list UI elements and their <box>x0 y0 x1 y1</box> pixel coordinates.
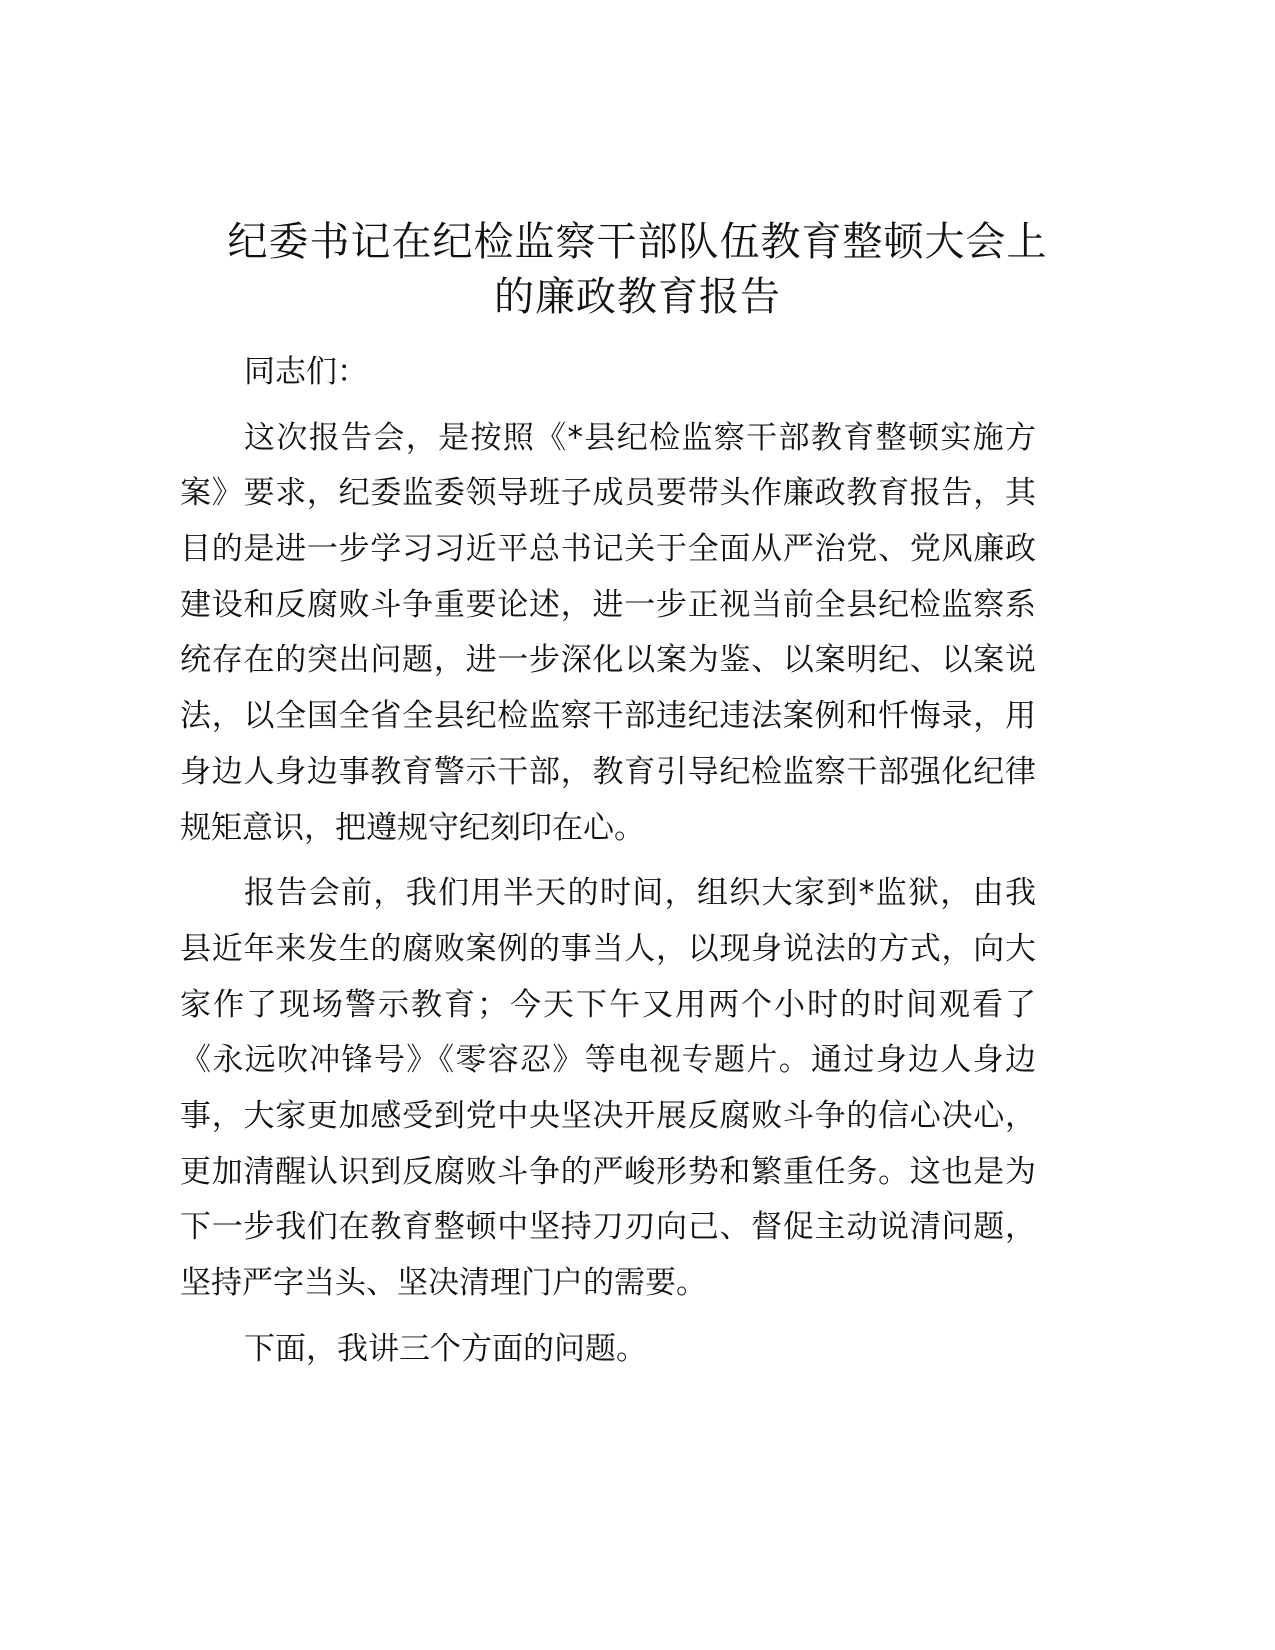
text-line: 家作了现场警示教育；今天下午又用两个小时的时间观看了 <box>180 986 1036 1023</box>
text-line: 事，大家更加感受到党中央坚决开展反腐败斗争的信心决心， <box>180 1097 1036 1134</box>
text-line: 目的是进一步学习习近平总书记关于全面从严治党、党风廉政 <box>180 531 1036 568</box>
salutation: 同志们： <box>244 354 368 390</box>
text-line: 这次报告会，是按照《*县纪检监察干部教育整顿实施方 <box>244 419 1036 456</box>
text-line: 下面，我讲三个方面的问题。 <box>244 1330 647 1367</box>
salutation-paragraph <box>180 345 1036 401</box>
title-line: 纪委书记在纪检监察干部队伍教育整顿大会上 <box>227 219 1048 265</box>
text-line: 案》要求，纪委监委领导班子成员要带头作廉政教育报告，其 <box>180 475 1036 512</box>
text-line: 下一步我们在教育整顿中坚持刀刃向己、督促主动说清问题， <box>180 1209 1036 1246</box>
title-line: 的廉政教育报告 <box>494 274 781 320</box>
paragraph <box>180 411 1036 857</box>
text-line: 建设和反腐败斗争重要论述，进一步正视当前全县纪检监察系 <box>180 586 1036 623</box>
paragraphs <box>180 411 1036 1378</box>
document-body <box>180 345 1036 1387</box>
text-line: 规矩意识，把遵规守纪刻印在心。 <box>180 809 645 846</box>
text-line: 身边人身边事教育警示干部，教育引导纪检监察干部强化纪律 <box>180 753 1036 790</box>
text-line: 法，以全国全省全县纪检监察干部违纪违法案例和忏悔录，用 <box>180 698 1036 735</box>
text-line: 县近年来发生的腐败案例的事当人，以现身说法的方式，向大 <box>180 930 1036 967</box>
paragraph <box>180 1322 1036 1378</box>
text-line: 坚持严字当头、坚决清理门户的需要。 <box>180 1265 707 1301</box>
text-line: 报告会前，我们用半天的时间，组织大家到*监狱，由我 <box>244 875 1036 912</box>
document-title <box>150 215 1125 325</box>
text-line: 更加清醒认识到反腐败斗争的严峻形势和繁重任务。这也是为 <box>180 1153 1036 1190</box>
paragraph <box>180 866 1036 1312</box>
text-line: 统存在的突出问题，进一步深化以案为鉴、以案明纪、以案说 <box>180 642 1036 679</box>
text-line: 《永远吹冲锋号》《零容忍》等电视专题片。通过身边人身边 <box>180 1042 1036 1079</box>
